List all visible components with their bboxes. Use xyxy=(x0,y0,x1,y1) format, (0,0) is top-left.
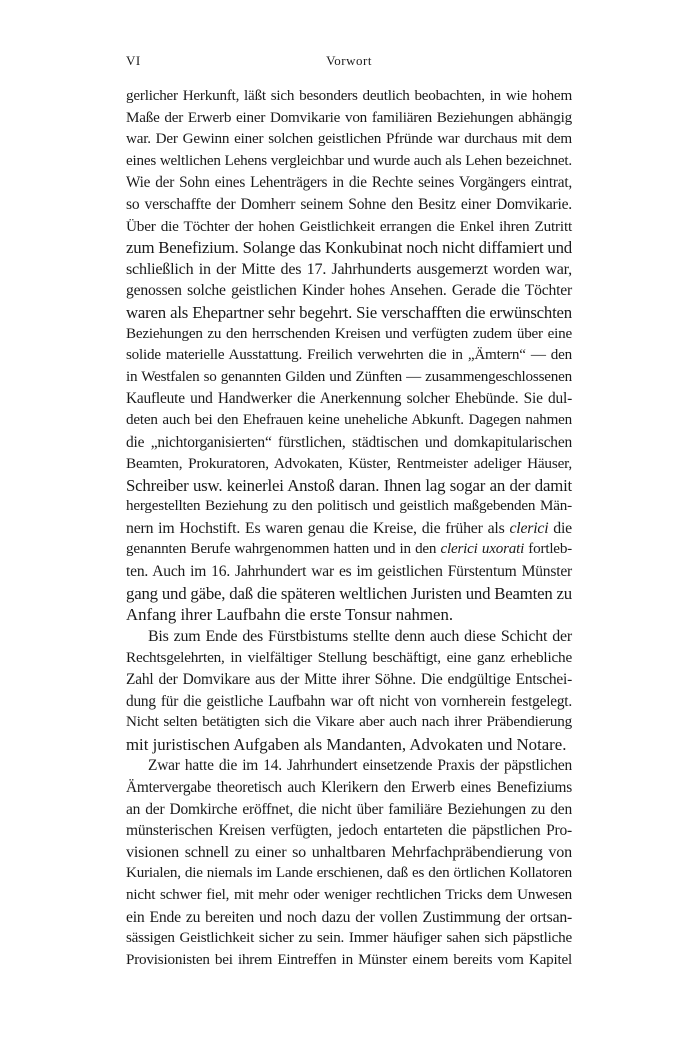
text-line: Maße der Erwerb einer Domvikarie von familiären Beziehungen abhängig xyxy=(126,109,572,126)
text-segment: fortleb- xyxy=(528,541,573,558)
text-line: mit juristischen Aufgaben als Mandanten, Advokaten und Notare. xyxy=(126,734,567,754)
page-header xyxy=(126,53,572,73)
text-line: deten auch bei den Ehefrauen keine uneheliche Abkunft. Dagegen nahmen xyxy=(126,411,572,428)
latin-term-clerici: clerici xyxy=(509,519,549,537)
text-line: Rechtsgelehrten, in vielfältiger Stellung beschäftigt, eine ganz erhebliche xyxy=(126,649,572,667)
text-line: genossen solche geistlichen Kinder hohes Ansehen. Gerade die Töchter xyxy=(126,282,572,300)
text-line: Bis zum Ende des Fürstbistums stellte denn auch diese Schicht der xyxy=(148,627,572,645)
text-line: Über die Töchter der hohen Geistlichkeit errangen die Enkel ihren Zutritt xyxy=(126,217,572,235)
running-title: Vorwort xyxy=(326,53,372,68)
page-number: VI xyxy=(126,53,141,68)
text-line: visionen schnell zu einer so unhaltbaren Mehrfachpräbendierung von xyxy=(126,843,572,861)
text-line: Ämtervergabe theoretisch auch Klerikern den Erwerb eines Benefiziums xyxy=(126,779,572,796)
text-line: so verschaffte der Domherr seinem Sohne den Besitz einer Domvikarie. xyxy=(126,195,572,213)
text-line: war. Der Gewinn einer solchen geistlichen Pfründe war durchaus mit dem xyxy=(126,131,572,148)
text-line-with-term xyxy=(126,518,572,540)
text-segment: genannten Berufe wahrgenommen hatten und in den xyxy=(126,541,437,558)
text-line: Anfang ihrer Laufbahn die erste Tonsur nahmen. xyxy=(126,605,454,625)
text-line: Kurialen, die niemals im Lande erschienen, daß es den örtlichen Kollatoren xyxy=(126,865,572,882)
text-line: nicht schwer fiel, mit mehr oder weniger rechtlichen Tricks dem Unwesen xyxy=(126,886,572,903)
text-segment: nern im Hochstift. Es waren genau die Kreise, die früher als xyxy=(126,519,505,537)
text-line: eines weltlichen Lehens vergleichbar und wurde auch als Lehen bezeichnet. xyxy=(126,152,572,169)
text-line: Beamten, Prokuratoren, Advokaten, Küster, Rentmeister adeliger Häuser, xyxy=(126,455,572,473)
text-line: Nicht selten betätigten sich die Vikare aber auch nach ihrer Präbendierung xyxy=(126,714,572,731)
text-line: hergestellten Beziehung zu den politisch und geistlich maßgebenden Män- xyxy=(126,498,572,515)
text-line: Beziehungen zu den herrschenden Kreisen und verfügten zudem über eine xyxy=(126,325,572,342)
latin-term-clerici-uxorati: clerici uxorati xyxy=(440,541,525,558)
text-line: waren als Ehepartner sehr begehrt. Sie verschafften die erwünschten xyxy=(126,302,572,322)
text-line: zum Benefizium. Solange das Konkubinat noch nicht diffamiert und xyxy=(126,238,572,258)
text-line: sässigen Geistlichkeit sicher zu sein. Immer häufiger sahen sich päpstliche xyxy=(126,930,572,947)
text-line: Zahl der Domvikare aus der Mitte ihrer Söhne. Die endgültige Entschei- xyxy=(126,671,572,689)
text-line: Kaufleute und Handwerker die Anerkennung solcher Ehebünde. Sie dul- xyxy=(126,390,572,408)
text-line: dung für die geistliche Laufbahn war oft nicht von vornherein festgelegt. xyxy=(126,692,572,710)
text-line: ein Ende zu bereiten und noch dazu der vollen Zustimmung der ortsan- xyxy=(126,908,572,926)
text-line: münsterischen Kreisen verfügten, jedoch entarteten die päpstlichen Pro- xyxy=(126,822,572,840)
text-line: solide materielle Ausstattung. Freilich verwehrten die in „Ämtern“ — den xyxy=(126,347,572,364)
text-line: gerlicher Herkunft, läßt sich besonders deutlich beobachten, in wie hohem xyxy=(126,88,572,104)
text-line: Provisionisten bei ihrem Eintreffen in Münster einem bereits vom Kapitel xyxy=(126,951,572,968)
paragraph-3 xyxy=(126,755,572,971)
text-line: ten. Auch im 16. Jahrhundert war es im geistlichen Fürstentum Münster xyxy=(126,563,572,581)
text-line-with-term xyxy=(126,539,572,561)
text-line: schließlich in der Mitte des 17. Jahrhunderts ausgemerzt worden war, xyxy=(126,260,572,278)
paragraph-2 xyxy=(126,626,572,756)
paragraph-1 xyxy=(126,86,572,626)
text-line: Schreiber usw. keinerlei Anstoß daran. Ihnen lag sogar an der damit xyxy=(126,475,572,495)
body-text xyxy=(126,86,572,971)
text-line: Zwar hatte die im 14. Jahrhundert einsetzende Praxis der päpstlichen xyxy=(148,757,572,775)
text-line: Wie der Sohn eines Lehenträgers in die Rechte seines Vorgängers eintrat, xyxy=(126,174,572,192)
text-line: gang und gäbe, daß die späteren weltlichen Juristen und Beamten zu xyxy=(126,583,572,603)
text-line: an der Domkirche eröffnet, die nicht über familiäre Beziehungen zu den xyxy=(126,800,572,818)
text-line: in Westfalen so genannten Gilden und Zünften — zusammengeschlossenen xyxy=(126,368,572,385)
text-segment: die xyxy=(553,519,572,537)
text-line: die „nichtorganisierten“ fürstlichen, städtischen und domkapitularischen xyxy=(126,433,572,451)
